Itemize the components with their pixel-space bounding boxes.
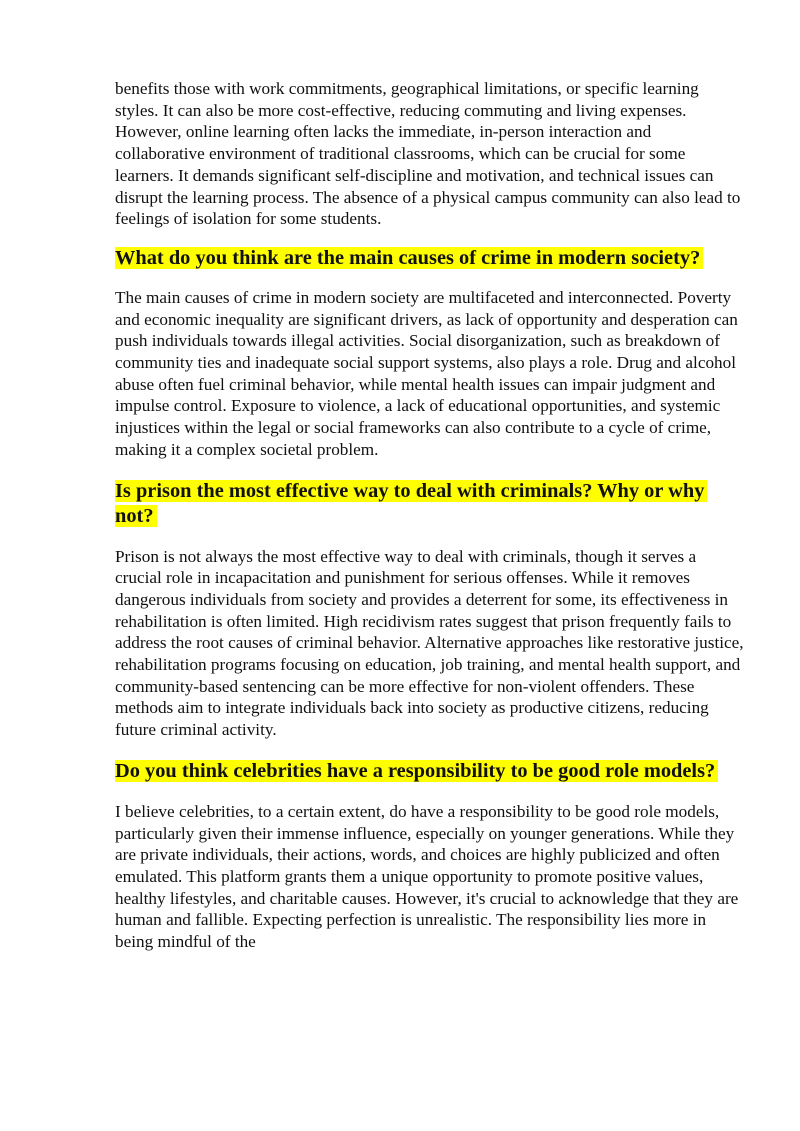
question-text: What do you think are the main causes of crime in modern society? [115,247,703,269]
question-text: Do you think celebrities have a responsibility to be good role models? [115,760,718,782]
question-heading-crime-causes [115,246,745,271]
answer-paragraph-celebrities: I believe celebrities, to a certain extent, do have a responsibility to be good role models, particularly given their immense influence, especially on younger generations. While they are private individuals, their actions, words, and choices are highly publicized and often emulated. This platform grants them a unique opportunity to promote positive values, healthy lifestyles, and charitable causes. However, it's crucial to acknowledge that they are human and fallible. Expecting perfection is unrealistic. The responsibility lies more in being mindful of the [115,801,739,952]
document-page [115,78,745,953]
answer-paragraph-prison: Prison is not always the most effective way to deal with criminals, though it serves a crucial role in incapacitation and punishment for serious offenses. While it removes dangerous individuals from society and provides a deterrent for some, its effectiveness in rehabilitation is often limited. High recidivism rates suggest that prison frequently fails to address the root causes of criminal behavior. Alternative approaches like restorative justice, rehabilitation programs focusing on education, job training, and mental health support, and community-based sentencing can be more effective for non-violent offenders. These methods aim to integrate individuals back into society as productive citizens, reducing future criminal activity. [115,546,744,740]
intro-paragraph: benefits those with work commitments, geographical limitations, or specific learning styles. It can also be more cost-effective, reducing commuting and living expenses. However, online learning often lacks the immediate, in-person interaction and collaborative environment of traditional classrooms, which can be crucial for some learners. It demands significant self-discipline and motivation, and technical issues can disrupt the learning process. The absence of a physical campus community can also lead to feelings of isolation for some students. [115,79,741,229]
question-text: Is prison the most effective way to deal with criminals? Why or why not? [115,480,707,527]
question-heading-celebrities [115,759,745,784]
question-heading-prison [115,479,745,529]
answer-paragraph-crime-causes: The main causes of crime in modern society are multifaceted and interconnected. Poverty and economic inequality are significant drivers, as lack of opportunity and desperation can push individuals towards illegal activities. Social disorganization, such as breakdown of community ties and inadequate social support systems, also plays a role. Drug and alcohol abuse often fuel criminal behavior, while mental health issues can impair judgment and impulse control. Exposure to violence, a lack of educational opportunities, and systemic injustices within the legal or social frameworks can also contribute to a cycle of crime, making it a complex societal problem. [115,287,738,459]
